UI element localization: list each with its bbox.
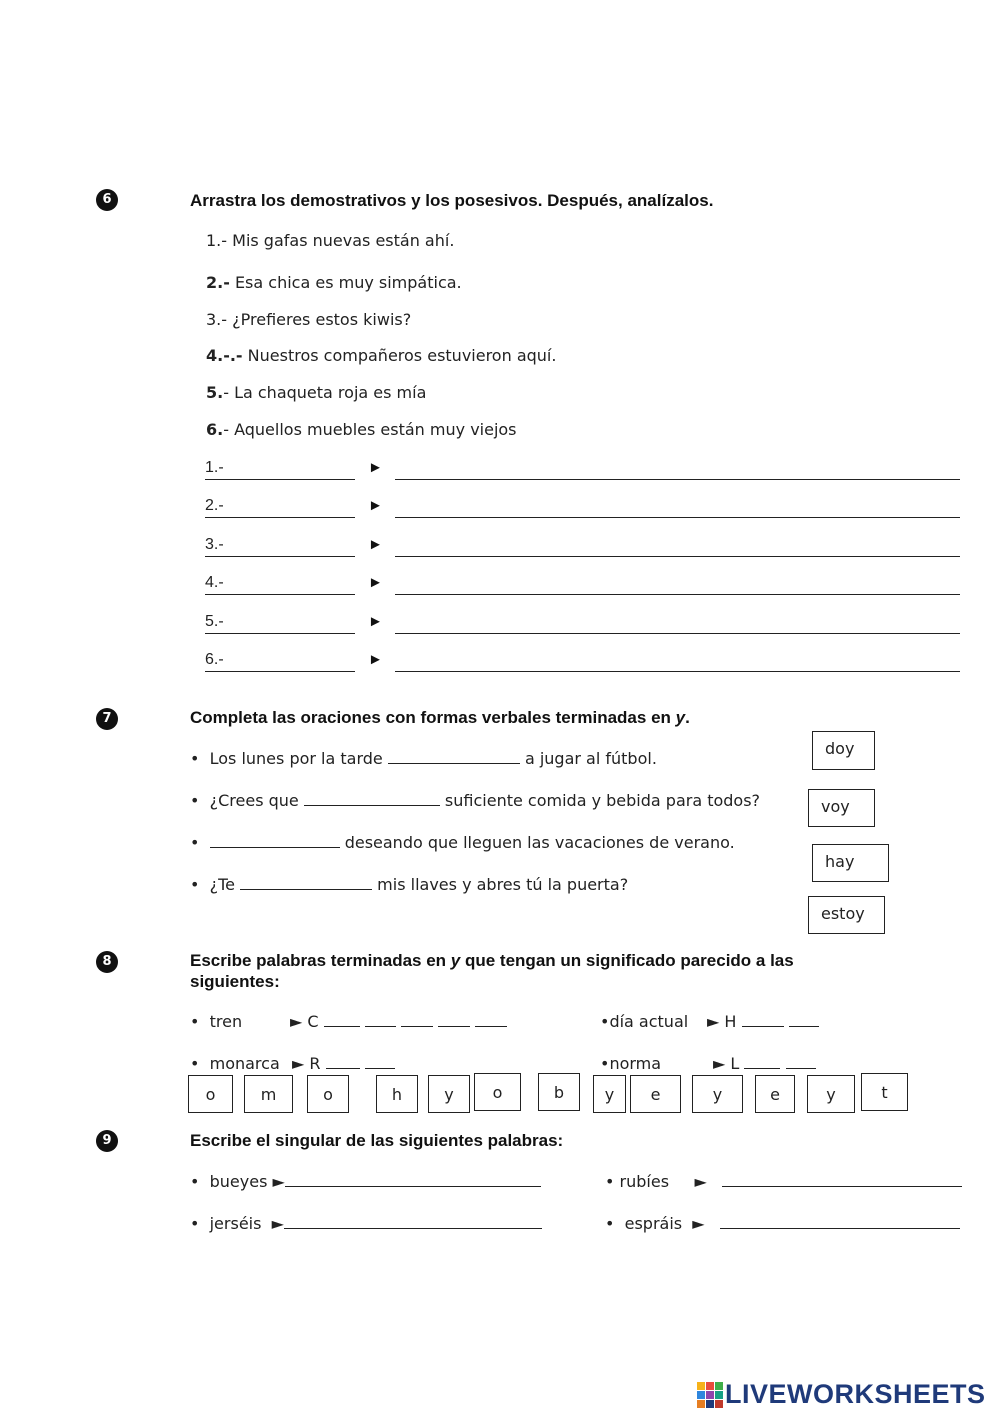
sentence-5	[206, 383, 426, 402]
singular-item-rubies	[605, 1170, 962, 1194]
sentence-6-text: - Aquellos muebles están muy viejos	[223, 420, 517, 439]
sentence-after: a jugar al fútbol.	[519, 749, 657, 768]
letter-slot[interactable]	[326, 1052, 360, 1069]
word-box-doy[interactable]: doy	[812, 731, 875, 770]
letter-tile[interactable]: y	[692, 1075, 743, 1113]
exercise-6-heading: Arrastra los demostrativos y los posesivos. Después, analízalos.	[190, 191, 714, 210]
synonym-word: monarca	[209, 1054, 280, 1073]
synonym-item-monarca	[190, 1052, 280, 1076]
sentence-6-num: 6.	[206, 420, 224, 439]
plural-word: bueyes	[209, 1172, 268, 1191]
sentence-4-num: 4.-.-	[206, 346, 243, 365]
sentence-1-num: 1.-	[206, 231, 228, 250]
bullet: •	[190, 1012, 200, 1031]
arrow-icon: ►	[707, 1012, 720, 1031]
bullet: •	[190, 1054, 200, 1073]
synonym-answer-tren	[290, 1010, 507, 1034]
letter-tile[interactable]: t	[861, 1073, 908, 1111]
arrow-icon: ►	[368, 651, 383, 668]
liveworksheets-icon	[697, 1382, 723, 1408]
exercise-7-badge: 7	[96, 708, 118, 730]
sentence-5-text: - La chaqueta roja es mía	[223, 383, 427, 402]
synonym-item-dia-actual	[600, 1010, 688, 1034]
exercise-9-badge: 9	[96, 1130, 118, 1152]
letter-tile[interactable]: y	[593, 1075, 626, 1113]
synonym-word: tren	[209, 1012, 243, 1031]
bullet: •	[605, 1172, 615, 1191]
sentence-before: ¿Te	[209, 875, 241, 894]
letter-slot[interactable]	[324, 1010, 360, 1027]
synonym-answer-norma	[713, 1052, 816, 1076]
plural-word: rubíes	[619, 1172, 670, 1191]
arrow-icon: ►	[292, 1054, 305, 1073]
sentence-after: suficiente comida y bebida para todos?	[439, 791, 761, 810]
singular-item-sprais	[605, 1212, 960, 1236]
word-box-voy[interactable]: voy	[808, 789, 875, 827]
synonym-item-norma	[600, 1052, 661, 1076]
analysis-input[interactable]	[395, 671, 960, 672]
possessive-drop-slot[interactable]: 4.-	[205, 572, 355, 595]
letter-tile[interactable]: e	[630, 1075, 681, 1113]
synonym-word: norma	[609, 1054, 662, 1073]
demonstrative-drop-slot[interactable]: 2.-	[205, 495, 355, 518]
sentence-2	[206, 273, 462, 292]
analysis-input[interactable]	[395, 479, 960, 480]
exercise-8-badge: 8	[96, 951, 118, 973]
sentence-2-text: Esa chica es muy simpática.	[229, 273, 462, 292]
letter-tile[interactable]: e	[755, 1075, 795, 1113]
letter-tile[interactable]: y	[428, 1075, 470, 1113]
sentence-before: Los lunes por la tarde	[209, 749, 388, 768]
arrow-icon: ►	[272, 1172, 285, 1191]
fill-sentence-2	[190, 789, 760, 813]
heading-text: Completa las oraciones con formas verbales terminadas en	[190, 708, 676, 727]
analysis-input[interactable]	[395, 594, 960, 595]
heading-period: .	[685, 708, 690, 727]
fill-sentence-4	[190, 873, 628, 897]
sentence-after: deseando que lleguen las vacaciones de verano.	[339, 833, 735, 852]
arrow-icon: ►	[368, 613, 383, 630]
letter-tile[interactable]: o	[474, 1073, 521, 1111]
exercise-9-heading: Escribe el singular de las siguientes palabras:	[190, 1131, 564, 1150]
singular-input[interactable]	[285, 1170, 541, 1187]
heading-text-line2: siguientes:	[190, 972, 280, 991]
letter-slot[interactable]	[475, 1010, 507, 1027]
sentence-2-num: 2.-	[206, 273, 230, 292]
start-letter: H	[724, 1012, 737, 1031]
analysis-input[interactable]	[395, 633, 960, 634]
arrow-icon: ►	[694, 1172, 707, 1191]
letter-tile[interactable]: o	[188, 1075, 233, 1113]
exercise-6-badge: 6	[96, 189, 118, 211]
heading-italic-letter: y	[675, 708, 686, 727]
analysis-input[interactable]	[395, 517, 960, 518]
demonstrative-drop-slot[interactable]: 6.-	[205, 649, 355, 672]
word-box-hay[interactable]: hay	[812, 844, 889, 882]
sentence-6	[206, 420, 517, 439]
letter-tile[interactable]: b	[538, 1073, 580, 1111]
answer-row-4	[205, 572, 960, 596]
verb-blank-input[interactable]	[240, 873, 372, 890]
exercise-7-heading	[190, 707, 690, 728]
letter-slot[interactable]	[789, 1010, 819, 1027]
bullet: •	[190, 749, 200, 768]
sentence-4-text: Nuestros compañeros estuvieron aquí.	[242, 346, 557, 365]
bullet: •	[190, 833, 200, 852]
letter-slot[interactable]	[786, 1052, 816, 1069]
arrow-icon: ►	[713, 1054, 726, 1073]
fill-sentence-1	[190, 747, 657, 771]
letter-slot[interactable]	[744, 1052, 780, 1069]
demonstrative-drop-slot[interactable]: 1.-	[205, 457, 355, 480]
letter-slot[interactable]	[438, 1010, 470, 1027]
sentence-3-num: 3.-	[206, 310, 228, 329]
letter-slot[interactable]	[401, 1010, 433, 1027]
arrow-icon: ►	[368, 574, 383, 591]
possessive-drop-slot[interactable]: 5.-	[205, 611, 355, 634]
arrow-icon: ►	[692, 1214, 705, 1233]
arrow-icon: ►	[368, 459, 383, 476]
singular-item-jerseis	[190, 1212, 542, 1236]
letter-slot[interactable]	[365, 1010, 396, 1027]
synonym-item-tren	[190, 1010, 242, 1034]
heading-text: Escribe palabras terminadas en	[190, 951, 451, 970]
sentence-4	[206, 346, 556, 365]
plural-word: jerséis	[209, 1214, 262, 1233]
bullet: •	[190, 875, 200, 894]
bullet: •	[600, 1054, 610, 1073]
letter-slot[interactable]	[742, 1010, 784, 1027]
synonym-word: día actual	[609, 1012, 689, 1031]
bullet: •	[600, 1012, 610, 1031]
answer-row-6	[205, 649, 960, 673]
heading-italic-letter: y	[450, 951, 461, 970]
letter-tile[interactable]: h	[376, 1075, 418, 1113]
word-box-estoy[interactable]: estoy	[808, 896, 885, 934]
letter-tile[interactable]: o	[307, 1075, 349, 1113]
bullet: •	[190, 1172, 200, 1191]
arrow-icon: ►	[368, 536, 383, 553]
singular-input[interactable]	[284, 1212, 542, 1229]
sentence-after: mis llaves y abres tú la puerta?	[372, 875, 629, 894]
sentence-1-text: Mis gafas nuevas están ahí.	[227, 231, 455, 250]
start-letter: R	[309, 1054, 321, 1073]
start-letter: C	[307, 1012, 319, 1031]
start-letter: L	[730, 1054, 740, 1073]
verb-blank-input[interactable]	[210, 831, 340, 848]
fill-sentence-3	[190, 831, 735, 855]
bullet: •	[190, 791, 200, 810]
sentence-3-text: ¿Prefieres estos kiwis?	[227, 310, 412, 329]
analysis-input[interactable]	[395, 556, 960, 557]
exercise-8-heading	[190, 950, 794, 992]
sentence-5-num: 5.	[206, 383, 224, 402]
answer-row-1	[205, 457, 960, 481]
letter-slot[interactable]	[365, 1052, 395, 1069]
singular-item-bueyes	[190, 1170, 541, 1194]
singular-input[interactable]	[720, 1212, 960, 1229]
brand-name: LIVEWORKSHEETS	[725, 1379, 986, 1409]
sentence-3	[206, 310, 411, 329]
bullet: •	[190, 1214, 200, 1233]
arrow-icon: ►	[368, 497, 383, 514]
answer-row-5	[205, 611, 960, 635]
letter-tile[interactable]: y	[807, 1075, 855, 1113]
heading-text: que tengan un significado parecido a las	[460, 951, 794, 970]
arrow-icon: ►	[290, 1012, 303, 1031]
synonym-answer-dia-actual	[707, 1010, 819, 1034]
singular-input[interactable]	[722, 1170, 962, 1187]
bullet: •	[605, 1214, 615, 1233]
answer-row-2	[205, 495, 960, 519]
letter-tile[interactable]: m	[244, 1075, 293, 1113]
liveworksheets-logo	[697, 1379, 986, 1410]
verb-blank-input[interactable]	[304, 789, 440, 806]
sentence-before: ¿Crees que	[209, 791, 304, 810]
sentence-1	[206, 231, 454, 250]
demonstrative-drop-slot[interactable]: 3.-	[205, 534, 355, 557]
verb-blank-input[interactable]	[388, 747, 520, 764]
plural-word: espráis	[624, 1214, 683, 1233]
arrow-icon: ►	[271, 1214, 284, 1233]
synonym-answer-monarca	[292, 1052, 395, 1076]
answer-row-3	[205, 534, 960, 558]
